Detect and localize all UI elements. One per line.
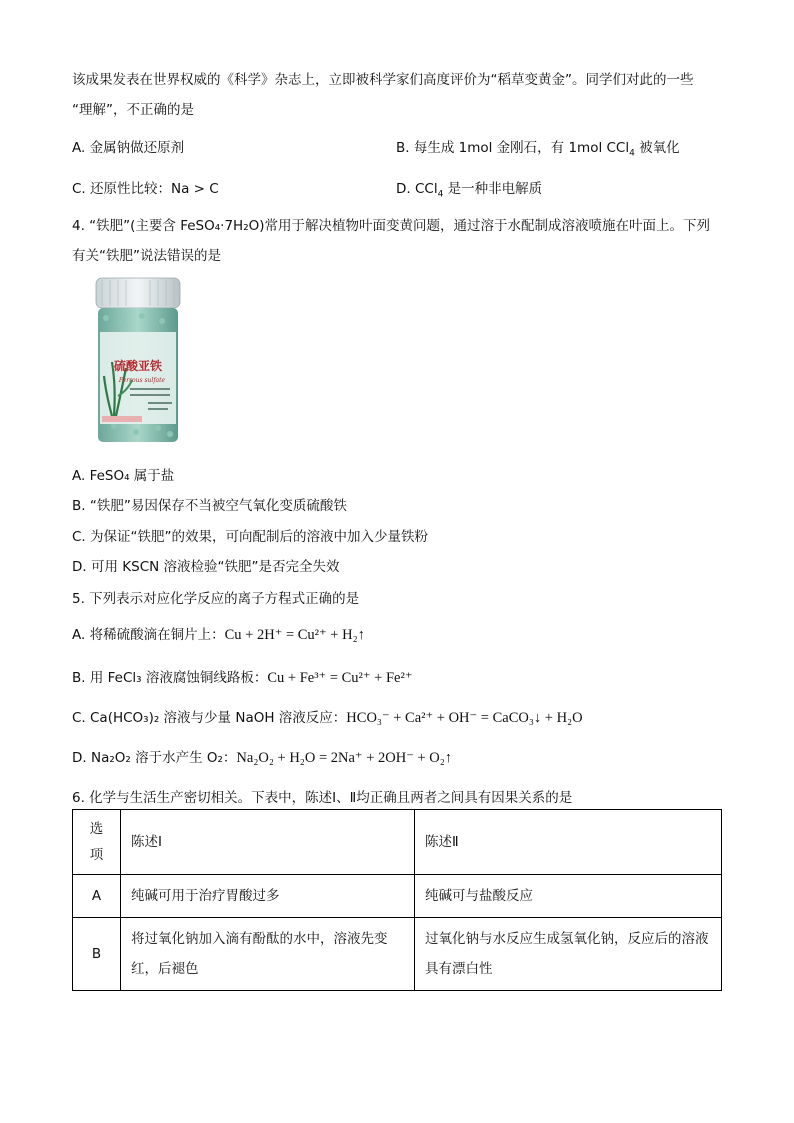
table-header-row (73, 810, 722, 875)
table-row (73, 875, 722, 918)
q5-b-equation: Cu + Fe³⁺ = Cu²⁺ + Fe²⁺ (267, 670, 413, 686)
q6-stem: 6. 化学与生活生产密切相关。下表中，陈述Ⅰ、Ⅱ均正确且两者之间具有因果关系的是 (72, 790, 573, 806)
table-row (73, 918, 722, 991)
q3-option-d: D. CCl$_4$ 是一种非电解质 (396, 181, 543, 200)
q4-option-c: C. 为保证“铁肥”的效果，可向配制后的溶液中加入少量铁粉 (72, 529, 428, 545)
header-statement-1: 陈述Ⅰ (121, 810, 415, 875)
row-a-statement-1: 纯碱可用于治疗胃酸过多 (121, 875, 415, 918)
q5-stem: 5. 下列表示对应化学反应的离子方程式正确的是 (72, 591, 360, 607)
q4-stem-line-1: 4. “铁肥”(主要含 FeSO₄·7H₂O)常用于解决植物叶面变黄问题，通过溶于水配制成溶液喷施在叶面上。下列 (72, 218, 710, 234)
intro-line-1: 该成果发表在世界权威的《科学》杂志上，立即被科学家们高度评价为“稻草变黄金”。同学们对此的一些 (72, 72, 694, 88)
image-label-en: Ferrous sulfate (118, 377, 166, 384)
q3-option-a: A. 金属钠做还原剂 (72, 140, 185, 156)
q5-a-equation: Cu + 2H⁺ = Cu²⁺ + H₂↑ (224, 627, 365, 643)
q4-option-b: B. “铁肥”易因保存不当被空气氧化变质硫酸铁 (72, 498, 347, 514)
header-option: 选项 (73, 810, 121, 875)
q5-option-d: D. Na₂O₂ 溶于水产生 O₂：Na₂O₂ + H₂O = 2Na⁺ + 2OH⁻ + O₂↑ (72, 750, 453, 766)
q5-option-b: B. 用 FeCl₃ 溶液腐蚀铜线路板：Cu + Fe³⁺ = Cu²⁺ + Fe²⁺ (72, 670, 413, 686)
q5-c-equation: HCO₃⁻ + Ca²⁺ + OH⁻ = CaCO₃↓ + H₂O (346, 710, 583, 726)
q4-option-d: D. 可用 KSCN 溶液检验“铁肥”是否完全失效 (72, 559, 340, 575)
q3-option-c: C. 还原性比较：Na > C (72, 181, 219, 197)
q4-option-a: A. FeSO₄ 属于盐 (72, 468, 175, 484)
q6-table (72, 809, 722, 991)
row-a-option: A (73, 875, 121, 918)
row-a-statement-2: 纯碱可与盐酸反应 (415, 875, 722, 918)
row-b-statement-2: 过氧化钠与水反应生成氢氧化钠，反应后的溶液具有漂白性 (415, 918, 722, 991)
row-b-option: B (73, 918, 121, 991)
q5-option-c: C. Ca(HCO₃)₂ 溶液与少量 NaOH 溶液反应：HCO₃⁻ + Ca²⁺ + OH⁻ = CaCO₃↓ + H₂O (72, 710, 583, 726)
q4-stem-line-2: 有关“铁肥”说法错误的是 (72, 248, 221, 264)
image-label-cn: 硫酸亚铁 (113, 359, 163, 373)
q5-d-equation: Na₂O₂ + H₂O = 2Na⁺ + 2OH⁻ + O₂↑ (236, 750, 453, 766)
row-b-statement-1: 将过氧化钠加入滴有酚酞的水中，溶液先变红，后褪色 (121, 918, 415, 991)
header-statement-2: 陈述Ⅱ (415, 810, 722, 875)
q5-option-a: A. 将稀硫酸滴在铜片上：Cu + 2H⁺ = Cu²⁺ + H₂↑ (72, 627, 365, 643)
q3-option-b: B. 每生成 1mol 金刚石，有 1mol CCl$_4$ 被氧化 (396, 140, 680, 159)
intro-line-2: “理解”，不正确的是 (72, 102, 194, 118)
ferrous-sulfate-jar-image (92, 276, 184, 446)
